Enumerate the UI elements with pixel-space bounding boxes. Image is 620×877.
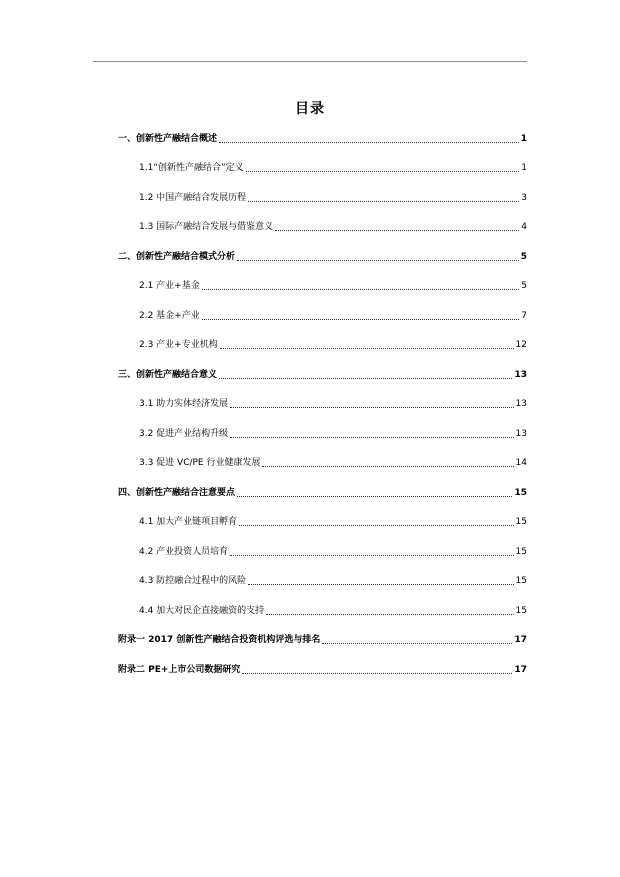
toc-dot-leader [275,230,519,231]
toc-entry-text: 2.2 基金+产业 [139,311,200,321]
toc-entry-text: 4.1 加大产业链项目孵育 [139,517,238,527]
toc-entry-text: 二、创新性产融结合模式分析 [118,252,236,262]
toc-page-number: 15 [515,606,527,616]
toc-page-number: 3 [521,193,527,203]
toc-dot-leader [322,643,512,644]
toc-page-number: 17 [514,635,527,645]
toc-dot-leader [237,260,519,261]
toc-page-number: 5 [521,281,527,291]
toc-entry-text: 1.3 国际产融结合发展与借鉴意义 [139,222,274,232]
toc-dot-leader [202,319,520,320]
toc-entry-text: 3.1 助力实体经济发展 [139,399,229,409]
toc-entry-chapter-1[interactable] [118,131,527,145]
toc-entry-text: 4.4 加大对民企直接融资的支持 [139,606,265,616]
toc-entry-section-4-2[interactable] [139,544,527,558]
toc-dot-leader [239,525,513,526]
toc-page-number: 14 [515,458,527,468]
toc-entry-section-2-2[interactable] [139,308,527,322]
toc-entry-section-1-2[interactable] [139,190,527,204]
toc-page-number: 15 [515,517,527,527]
toc-entry-text: 4.3 防控融合过程中的风险 [139,576,247,586]
toc-dot-leader [266,614,513,615]
toc-entry-section-2-1[interactable] [139,278,527,292]
toc-dot-leader [219,142,519,143]
toc-entry-text: 3.3 促进 VC/PE 行业健康发展 [139,458,261,468]
toc-dot-leader [220,348,514,349]
toc-page-number: 13 [515,399,527,409]
toc-dot-leader [202,289,520,290]
toc-dot-leader [248,584,513,585]
toc-entry-text: 三、创新性产融结合意义 [118,370,218,380]
toc-entry-text: 附录二 PE+上市公司数据研究 [118,665,241,675]
toc-entry-section-3-2[interactable] [139,426,527,440]
toc-page-number: 13 [514,370,527,380]
toc-page-number: 17 [514,665,527,675]
toc-dot-leader [262,466,513,467]
toc-entry-section-4-3[interactable] [139,573,527,587]
toc-title: 目录 [295,101,325,117]
toc-dot-leader [230,555,513,556]
toc-entry-section-1-1[interactable] [139,160,527,174]
toc-page-number: 15 [515,547,527,557]
toc-page-number: 1 [520,134,527,144]
toc-entry-appendix-2[interactable] [118,662,527,676]
toc-page-number: 13 [515,429,527,439]
toc-entry-text: 四、创新性产融结合注意要点 [118,488,236,498]
toc-entry-appendix-1[interactable] [118,632,527,646]
toc-dot-leader [242,673,512,674]
toc-entry-section-3-1[interactable] [139,396,527,410]
toc-entry-section-4-1[interactable] [139,514,527,528]
toc-page-number: 7 [521,311,527,321]
toc-page-number: 4 [521,222,527,232]
toc-entry-text: 4.2 产业投资人员培育 [139,547,229,557]
toc-entry-text: 2.3 产业+专业机构 [139,340,218,350]
toc-entry-chapter-3[interactable] [118,367,527,381]
toc-entry-text: 2.1 产业+基金 [139,281,200,291]
toc-entry-text: 3.2 促进产业结构升级 [139,429,229,439]
toc-dot-leader [219,378,512,379]
toc-page-number: 12 [515,340,527,350]
toc-entry-chapter-2[interactable] [118,249,527,263]
toc-entry-section-2-3[interactable] [139,337,527,351]
toc-entry-text: 1.1“创新性产融结合”定义 [139,163,244,173]
toc-page-number: 15 [515,576,527,586]
toc-dot-leader [237,496,512,497]
toc-entry-text: 一、创新性产融结合概述 [118,134,218,144]
toc-dot-leader [246,171,520,172]
toc-page-number: 5 [520,252,527,262]
toc-entry-text: 附录一 2017 创新性产融结合投资机构评选与排名 [118,635,321,645]
toc-entry-chapter-4[interactable] [118,485,527,499]
toc-entry-section-1-3[interactable] [139,219,527,233]
toc-dot-leader [248,201,519,202]
toc-entry-text: 1.2 中国产融结合发展历程 [139,193,247,203]
toc-page-number: 15 [514,488,527,498]
toc-entry-section-4-4[interactable] [139,603,527,617]
toc-dot-leader [230,437,513,438]
toc-page-number: 1 [521,163,527,173]
toc-dot-leader [230,407,513,408]
toc-entry-section-3-3[interactable] [139,455,527,469]
